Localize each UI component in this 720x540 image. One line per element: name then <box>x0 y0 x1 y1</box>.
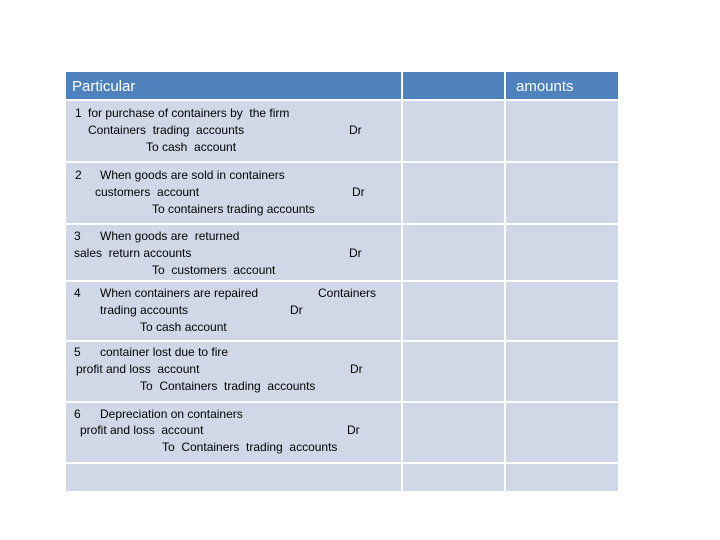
row-6-dr: Dr <box>347 423 360 437</box>
row-4-line-2: trading accounts <box>100 303 189 317</box>
row-5-number: 5 <box>74 345 81 359</box>
row-6-line-3: To Containers trading accounts <box>162 440 338 454</box>
row-3-line-2: sales return accounts <box>74 246 192 260</box>
row-4-extra: Containers <box>318 286 377 300</box>
row-2-line-1: When goods are sold in containers <box>100 168 285 182</box>
row-3-line-1: When goods are returned <box>100 229 240 243</box>
row-5-particular <box>66 342 401 401</box>
row-2-dr: Dr <box>352 185 365 199</box>
row-6-number: 6 <box>74 407 81 421</box>
row-7-amount-1 <box>403 464 504 491</box>
row-4-particular <box>66 282 401 340</box>
row-5-amount-2 <box>506 342 618 401</box>
row-2-line-2: customers account <box>95 185 200 199</box>
header-particular: Particular <box>72 78 136 95</box>
row-1-number: 1 <box>75 106 82 120</box>
header-amounts-2: amounts <box>516 78 574 95</box>
row-7-amount-2 <box>506 464 618 491</box>
row-3-number: 3 <box>74 229 81 243</box>
row-1-dr: Dr <box>349 123 362 137</box>
row-4-amount-1 <box>403 282 504 340</box>
row-5-amount-1 <box>403 342 504 401</box>
row-4-line-1: When containers are repaired <box>100 286 259 300</box>
row-5-line-2: profit and loss account <box>76 362 200 376</box>
row-1-particular <box>66 101 401 161</box>
row-4-amount-2 <box>506 282 618 340</box>
header-amounts-cell <box>403 72 504 99</box>
row-1-line-1: for purchase of containers by the firm <box>88 106 290 120</box>
row-4-dr: Dr <box>290 303 303 317</box>
row-3-particular <box>66 225 401 280</box>
row-1-line-3: To cash account <box>146 140 237 154</box>
row-2-line-3: To containers trading accounts <box>152 202 315 216</box>
row-1-amount-1 <box>403 101 504 161</box>
journal-table <box>66 72 618 491</box>
row-3-amount-2 <box>506 225 618 280</box>
row-6-amount-1 <box>403 403 504 462</box>
header-particular-cell <box>66 72 401 99</box>
row-5-line-1: container lost due to fire <box>100 345 229 359</box>
row-7-particular <box>66 464 401 491</box>
row-3-dr: Dr <box>349 246 362 260</box>
row-1-line-2: Containers trading accounts <box>88 123 245 137</box>
row-3-amount-1 <box>403 225 504 280</box>
row-1-amount-2 <box>506 101 618 161</box>
row-3-line-3: To customers account <box>152 263 276 277</box>
row-6-line-1: Depreciation on containers <box>100 407 243 421</box>
row-6-line-2: profit and loss account <box>80 423 204 437</box>
row-2-amount-1 <box>403 163 504 223</box>
row-5-line-3: To Containers trading accounts <box>140 379 316 393</box>
row-4-number: 4 <box>74 286 81 300</box>
row-2-particular <box>66 163 401 223</box>
header-amounts-2-cell <box>506 72 618 99</box>
row-2-amount-2 <box>506 163 618 223</box>
row-4-line-3: To cash account <box>140 320 227 334</box>
row-6-amount-2 <box>506 403 618 462</box>
row-5-dr: Dr <box>350 362 363 376</box>
row-2-number: 2 <box>75 168 82 182</box>
row-6-particular <box>66 403 401 462</box>
